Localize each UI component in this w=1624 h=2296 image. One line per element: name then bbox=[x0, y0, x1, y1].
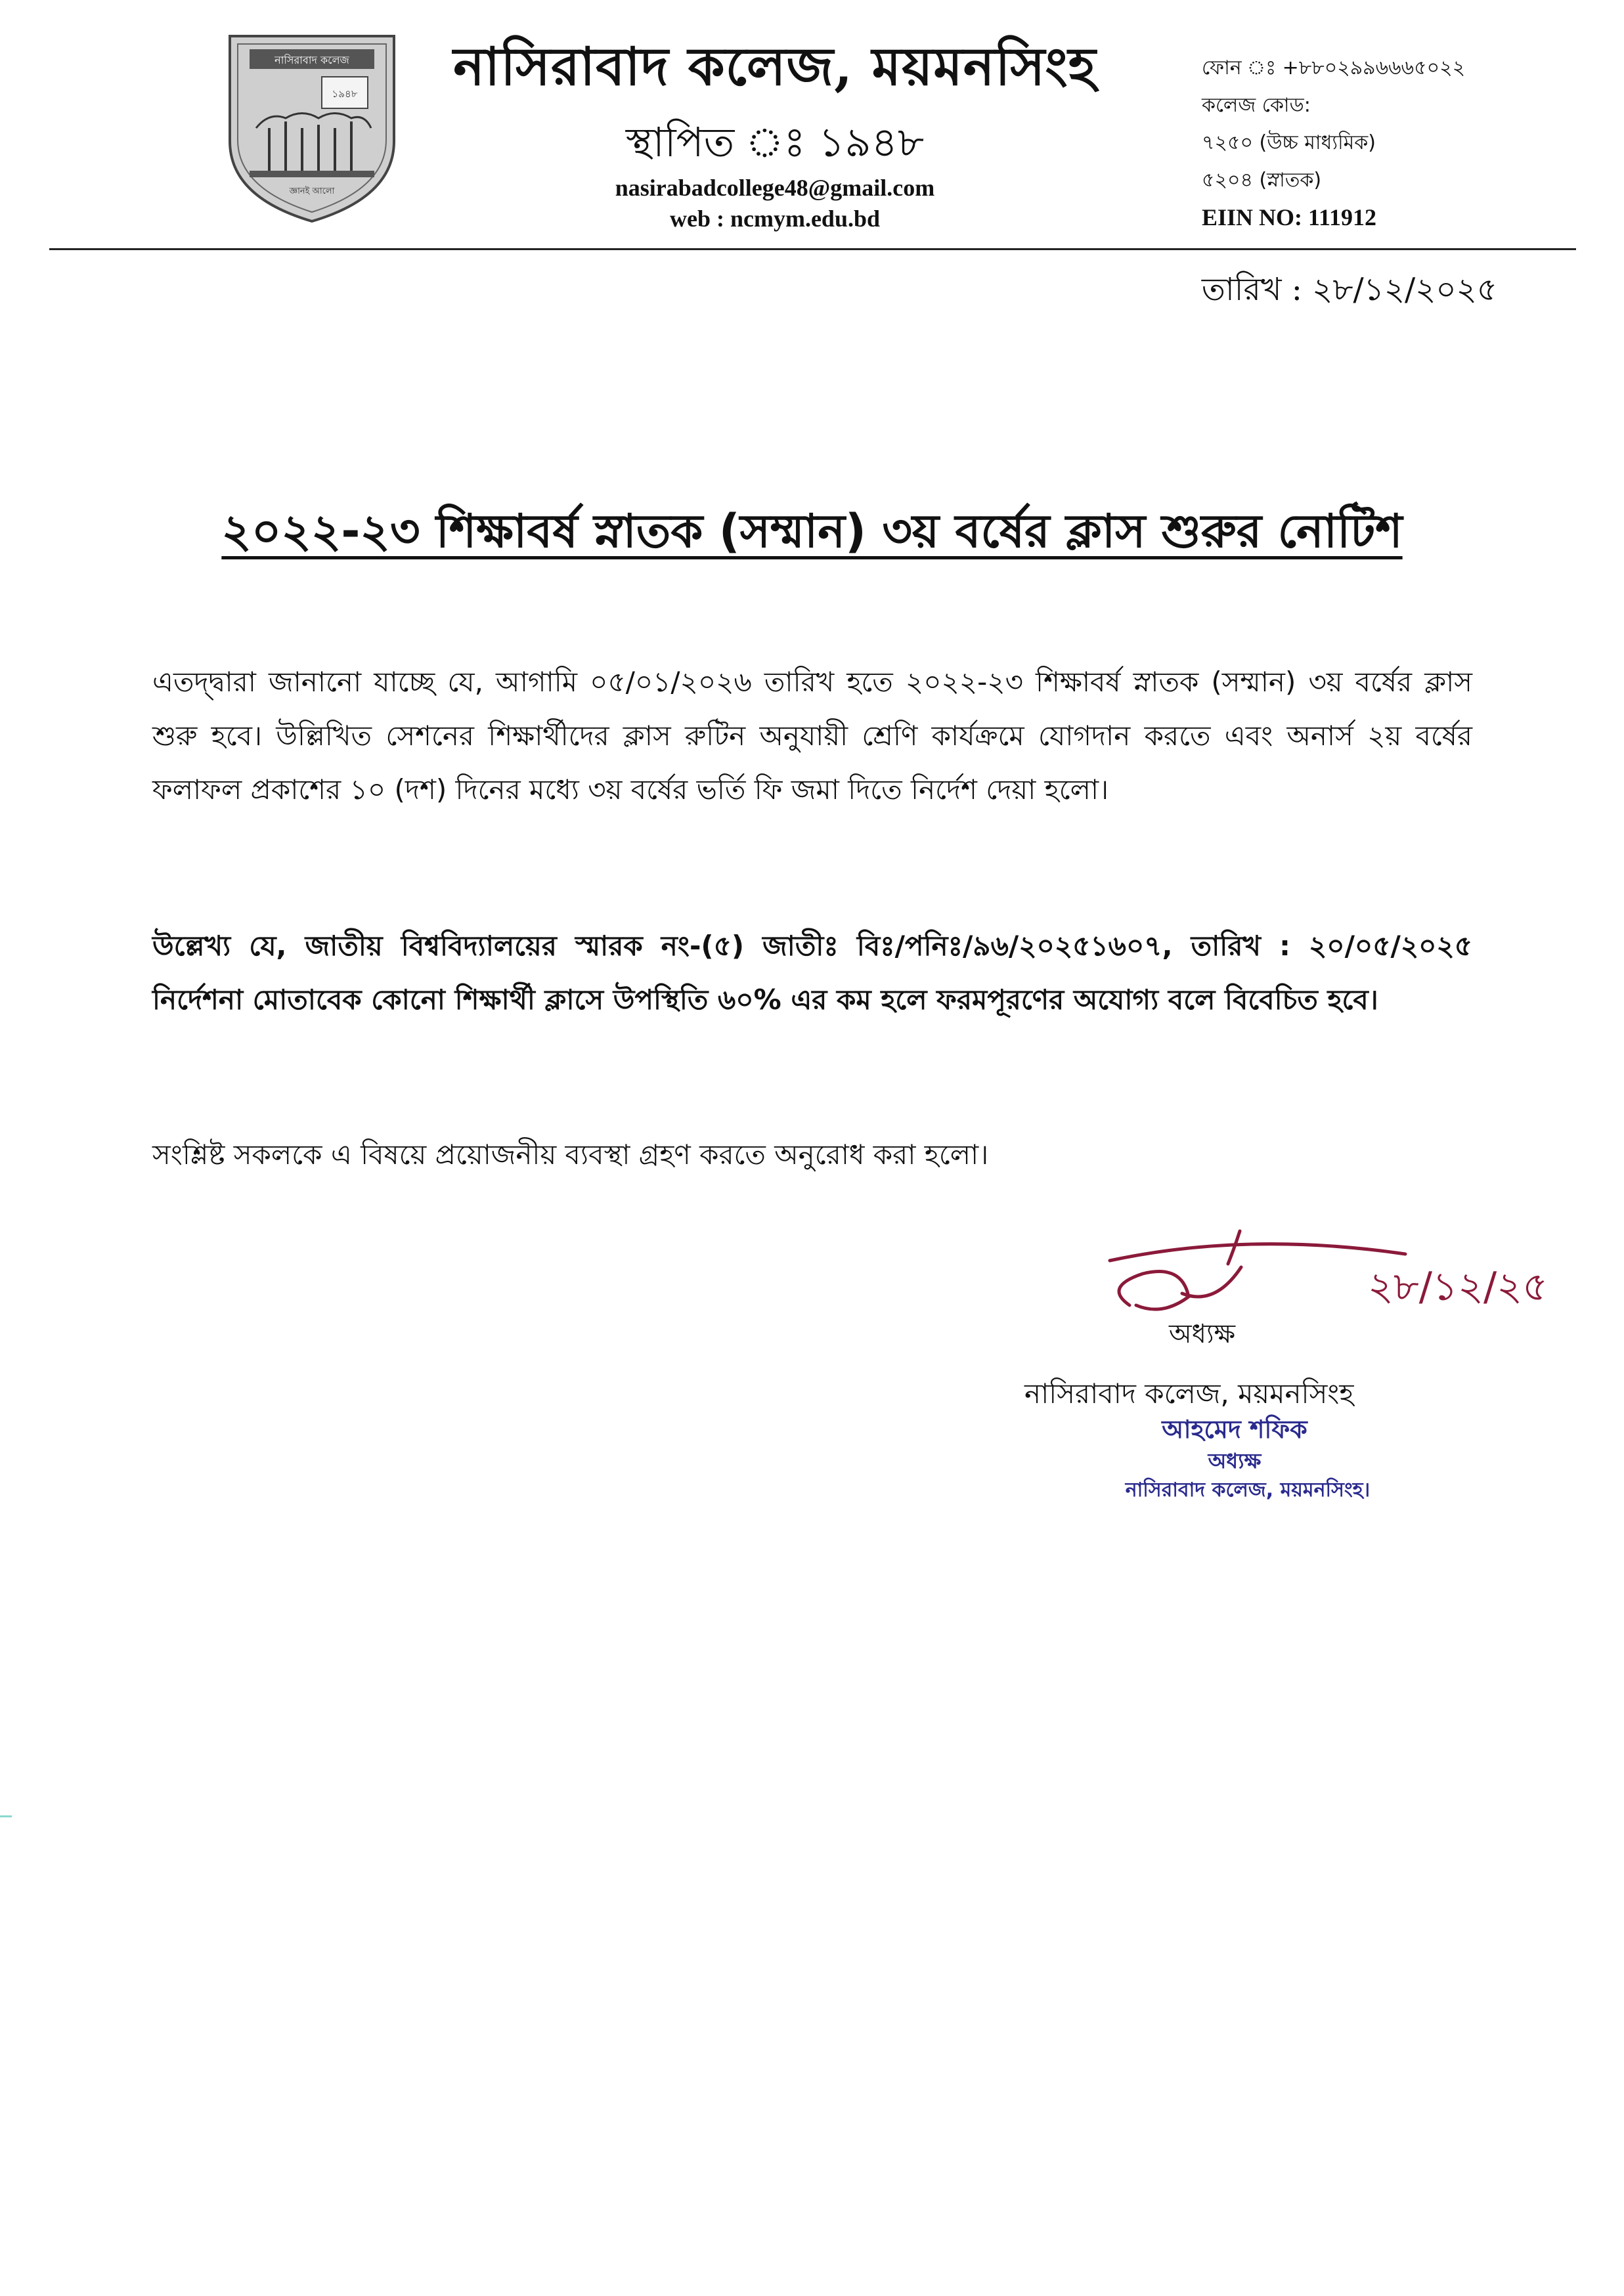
signatory-title: অধ্যক্ষ bbox=[1169, 1319, 1236, 1349]
notice-paragraph-1: এতদ্দ্বারা জানানো যাচ্ছে যে, আগামি ০৫/০১/২০২৬ তারিখ হতে ২০২২-২৩ শিক্ষাবর্ষ স্নাতক (সম্মান) ৩য় বর্ষের ক্লাস শুরু হবে। উল্লিখিত সেশনের শিক্ষার্থীদের ক্লাস রুটিন অনুযায়ী শ্রেণি কার্যক্রমে যোগদান করতে এবং অনার্স ২য় বর্ষের ফলাফল প্রকাশের ১০ (দশ) দিনের মধ্যে ৩য় বর্ষের ভর্তি ফি জমা দিতে নির্দেশ দেয়া হলো। bbox=[152, 666, 1472, 806]
phone-number: ফোন ঃ +৮৮০২৯৯৬৬৬৫০২২ bbox=[1202, 56, 1466, 79]
notice-paragraph-2: উল্লেখ্য যে, জাতীয় বিশ্ববিদ্যালয়ের স্মারক নং-(৫) জাতীঃ বিঃ/পনিঃ/৯৬/২০২৫১৬০৭, তারিখ : ২০/০৫/২০২৫ নির্দেশনা মোতাবেক কোনো শিক্ষার্থী ক্লাসে উপস্থিতি ৬০% এর কম হলে ফরমপূরণের অযোগ্য বলে বিবেচিত হবে। bbox=[152, 930, 1472, 1016]
signature-date: ২৮/১২/২৫ bbox=[1367, 1264, 1548, 1310]
signatory-college: নাসিরাবাদ কলেজ, ময়মনসিংহ bbox=[1024, 1377, 1354, 1410]
notice-paragraph-3: সংশ্লিষ্ট সকলকে এ বিষয়ে প্রয়োজনীয় ব্যবস্থা গ্রহণ করতে অনুরোধ করা হলো। bbox=[152, 1138, 989, 1171]
eiin-number: EIIN NO: 111912 bbox=[1202, 204, 1377, 230]
college-code-hsc: ৭২৫০ (উচ্চ মাধ্যমিক) bbox=[1202, 131, 1376, 154]
college-code-label: কলেজ কোড: bbox=[1202, 94, 1311, 117]
stamp-title: অধ্যক্ষ bbox=[1208, 1448, 1262, 1473]
college-code-degree: ৫২০৪ (স্নাতক) bbox=[1202, 169, 1322, 192]
college-logo bbox=[223, 30, 401, 227]
college-website: web : ncmym.edu.bd bbox=[669, 206, 881, 232]
contact-block bbox=[1202, 49, 1543, 236]
scan-edge-mark bbox=[0, 1815, 12, 1817]
logo-top-text: নাসিরাবাদ কলেজ bbox=[274, 54, 349, 66]
logo-year-text: ১৯৪৮ bbox=[332, 88, 358, 100]
college-name: নাসিরাবাদ কলেজ, ময়মনসিংহ bbox=[453, 35, 1097, 97]
header-divider bbox=[49, 248, 1576, 250]
handwritten-signature bbox=[1064, 1228, 1602, 1333]
notice-date: তারিখ : ২৮/১২/২০২৫ bbox=[1201, 271, 1497, 308]
logo-motto-text: জ্ঞানই আলো bbox=[289, 186, 335, 196]
stamp-college: নাসিরাবাদ কলেজ, ময়মনসিংহ। bbox=[1125, 1479, 1371, 1502]
stamp-name: আহমেদ শফিক bbox=[1162, 1415, 1307, 1444]
college-email: nasirabadcollege48@gmail.com bbox=[615, 175, 935, 201]
established-year: স্থাপিত ঃ ১৯৪৮ bbox=[625, 118, 925, 166]
notice-title: ২০২২-২৩ শিক্ষাবর্ষ স্নাতক (সম্মান) ৩য় বর্ষের ক্লাস শুরুর নোটিশ bbox=[221, 504, 1403, 558]
